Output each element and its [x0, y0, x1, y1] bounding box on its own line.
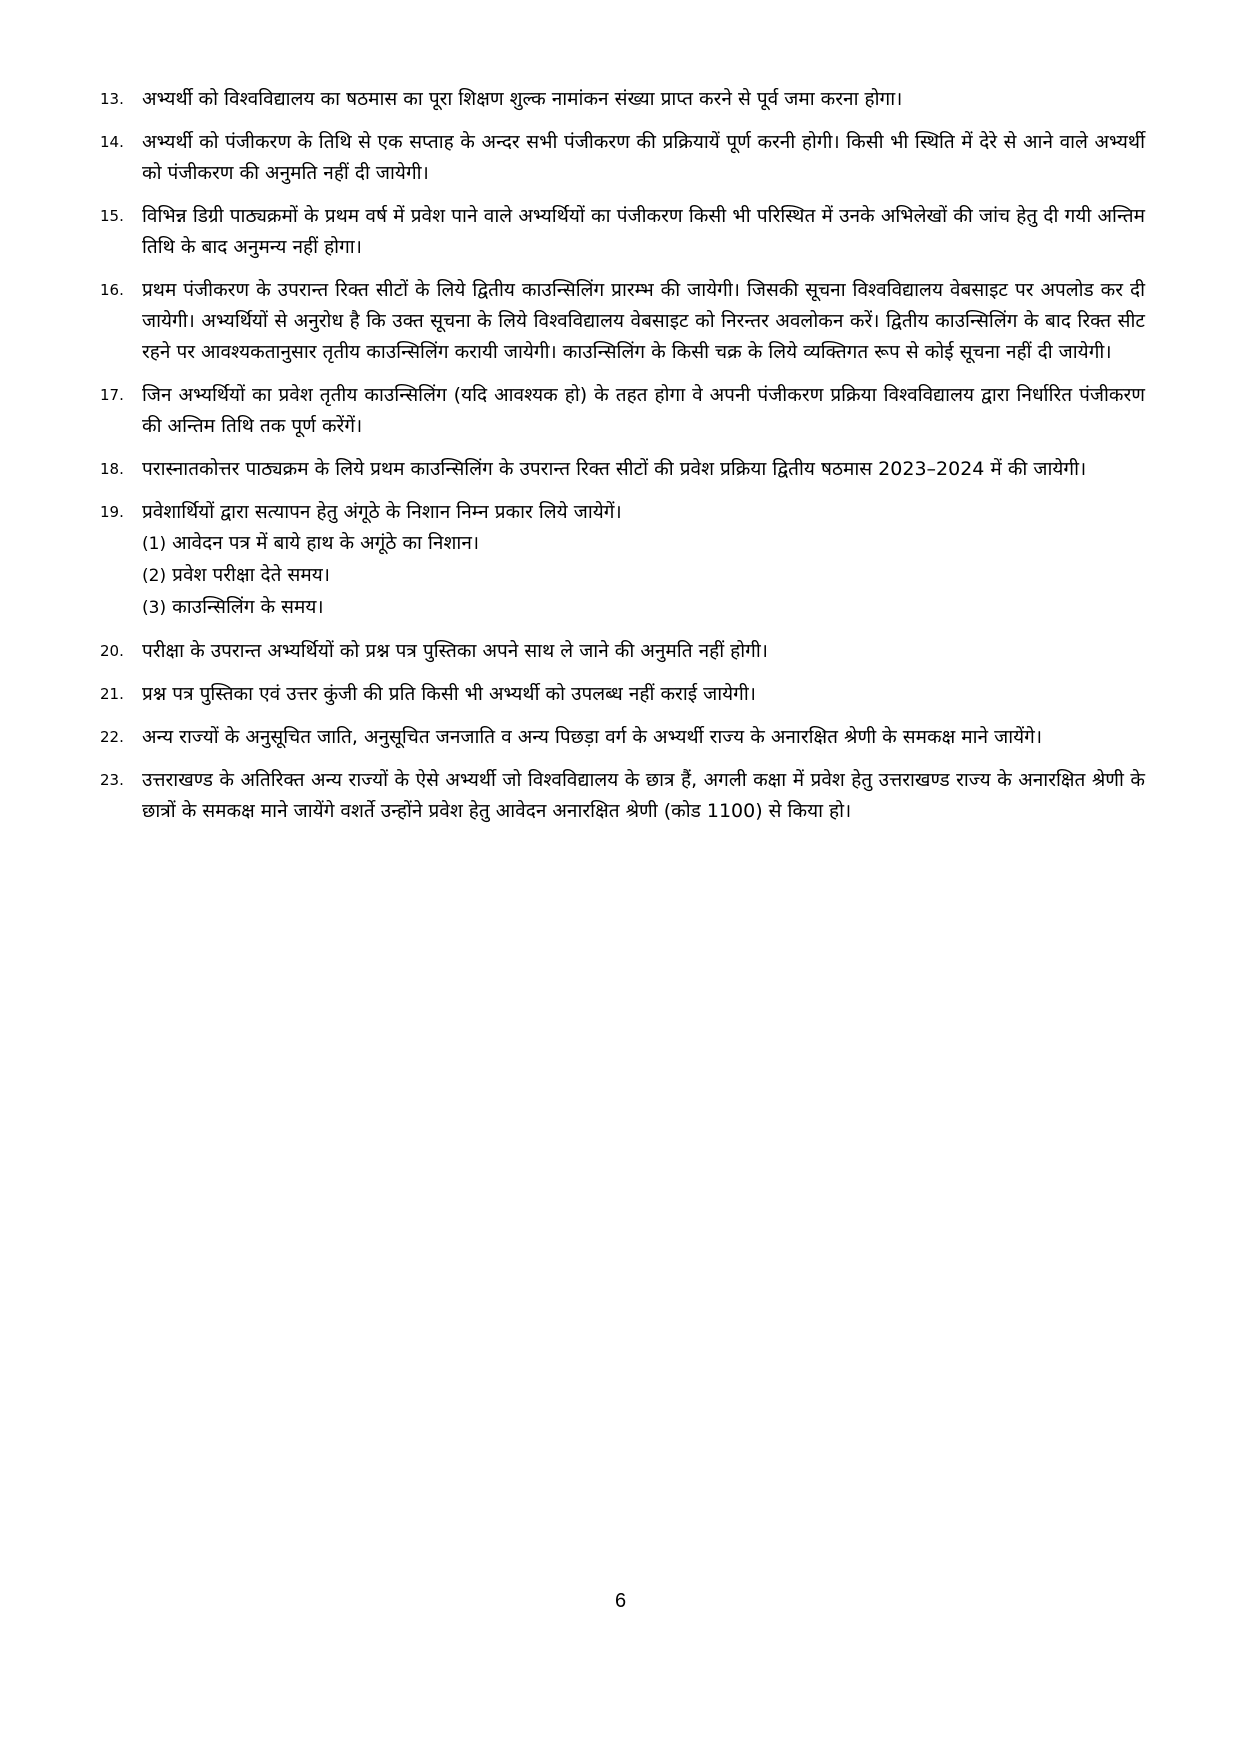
- instruction-item-15: [100, 201, 1145, 263]
- instruction-item-17: [100, 380, 1145, 442]
- sub-item-number: (3): [142, 598, 167, 618]
- item-number: 15.: [100, 207, 124, 225]
- sub-item-number: (2): [142, 566, 167, 586]
- item-number: 22.: [100, 728, 124, 746]
- instruction-item-14: [100, 127, 1145, 189]
- item-number: 17.: [100, 386, 124, 404]
- item-text: जिन अभ्यर्थियों का प्रवेश तृतीय काउन्सिलिंग (यदि आवश्यक हो) के तहत होगा वे अपनी पंजीकरण प्रक्रिया विश्वविद्यालय द्वारा निर्धारित पंजीकरण की अन्तिम तिथि तक पूर्ण करेंगें।: [142, 384, 1145, 437]
- item-text: विभिन्न डिग्री पाठ्यक्रमों के प्रथम वर्ष में प्रवेश पाने वाले अभ्यर्थियों का पंजीकरण किसी भी परिस्थित में उनके अभिलेखों की जांच हेतु दी गयी अन्तिम तिथि के बाद अनुमन्य नहीं होगा।: [142, 205, 1145, 258]
- item-number: 21.: [100, 685, 124, 703]
- item-text: उत्तराखण्ड के अतिरिक्त अन्य राज्यों के ऐसे अभ्यर्थी जो विश्वविद्यालय के छात्र हैं, अगली कक्षा में प्रवेश हेतु उत्तराखण्ड राज्य के अनारक्षित श्रेणी के छात्रों के समकक्ष माने जायेंगे वशर्ते उन्होंने प्रवेश हेतु आवेदन अनारक्षित श्रेणी (कोड 1100) से किया हो।: [142, 769, 1145, 822]
- instruction-item-16: [100, 275, 1145, 368]
- sub-item-number: (1): [142, 534, 167, 554]
- instruction-item-23: [100, 765, 1145, 827]
- thumbprint-sub-list: [142, 528, 1145, 624]
- sub-item-text: काउन्सिलिंग के समय।: [172, 596, 324, 618]
- instructions-list: [100, 84, 1145, 839]
- item-text: परीक्षा के उपरान्त अभ्यर्थियों को प्रश्न पत्र पुस्तिका अपने साथ ले जाने की अनुमति नहीं होगी।: [142, 640, 768, 662]
- sub-list-item: [142, 592, 1145, 624]
- sub-item-text: प्रवेश परीक्षा देते समय।: [172, 564, 330, 586]
- item-text: प्रथम पंजीकरण के उपरान्त रिक्त सीटों के लिये द्वितीय काउन्सिलिंग प्रारम्भ की जायेगी। जिसकी सूचना विश्वविद्यालय वेबसाइट पर अपलोड कर दी जायेगी। अभ्यर्थियों से अनुरोध है कि उक्त सूचना के लिये विश्वविद्यालय वेबसाइट को निरन्तर अवलोकन करें। द्वितीय काउन्सिलिंग के बाद रिक्त सीट रहने पर आवश्यकतानुसार तृतीय काउन्सिलिंग करायी जायेगी। काउन्सिलिंग के किसी चक्र के लिये व्यक्तिगत रूप से कोई सूचना नहीं दी जायेगी।: [142, 279, 1145, 363]
- item-number: 16.: [100, 281, 124, 299]
- sub-item-text: आवेदन पत्र में बाये हाथ के अगूंठे का निशान।: [172, 532, 480, 554]
- item-text: परास्नातकोत्तर पाठ्यक्रम के लिये प्रथम काउन्सिलिंग के उपरान्त रिक्त सीटों की प्रवेश प्रक्रिया द्वितीय षठमास 2023–2024 में की जायेगी।: [142, 458, 1087, 480]
- item-text: अभ्यर्थी को पंजीकरण के तिथि से एक सप्ताह के अन्दर सभी पंजीकरण की प्रक्रियायें पूर्ण करनी होगी। किसी भी स्थिति में देरे से आने वाले अभ्यर्थी को पंजीकरण की अनुमति नहीं दी जायेगी।: [142, 131, 1145, 184]
- item-text: प्रवेशार्थियों द्वारा सत्यापन हेतु अंगूठे के निशान निम्न प्रकार लिये जायेगें।: [142, 501, 622, 523]
- page-number: 6: [614, 1590, 627, 1612]
- instruction-item-20: [100, 636, 1145, 667]
- item-text: अभ्यर्थी को विश्वविद्यालय का षठमास का पूरा शिक्षण शुल्क नामांकन संख्या प्राप्त करने से पूर्व जमा करना होगा।: [142, 88, 903, 110]
- item-text: अन्य राज्यों के अनुसूचित जाति, अनुसूचित जनजाति व अन्य पिछड़ा वर्ग के अभ्यर्थी राज्य के अनारक्षित श्रेणी के समकक्ष माने जायेंगे।: [142, 726, 1043, 748]
- instruction-item-18: [100, 454, 1145, 485]
- instruction-item-19: [100, 497, 1145, 624]
- instruction-item-13: [100, 84, 1145, 115]
- sub-list-item: [142, 528, 1145, 560]
- sub-list-item: [142, 560, 1145, 592]
- instruction-item-22: [100, 722, 1145, 753]
- item-number: 20.: [100, 642, 124, 660]
- item-number: 23.: [100, 771, 124, 789]
- instruction-item-21: [100, 679, 1145, 710]
- item-number: 13.: [100, 90, 124, 108]
- item-number: 14.: [100, 133, 124, 151]
- item-number: 19.: [100, 503, 124, 521]
- item-number: 18.: [100, 460, 124, 478]
- item-text: प्रश्न पत्र पुस्तिका एवं उत्तर कुंजी की प्रति किसी भी अभ्यर्थी को उपलब्ध नहीं कराई जायेगी।: [142, 683, 756, 705]
